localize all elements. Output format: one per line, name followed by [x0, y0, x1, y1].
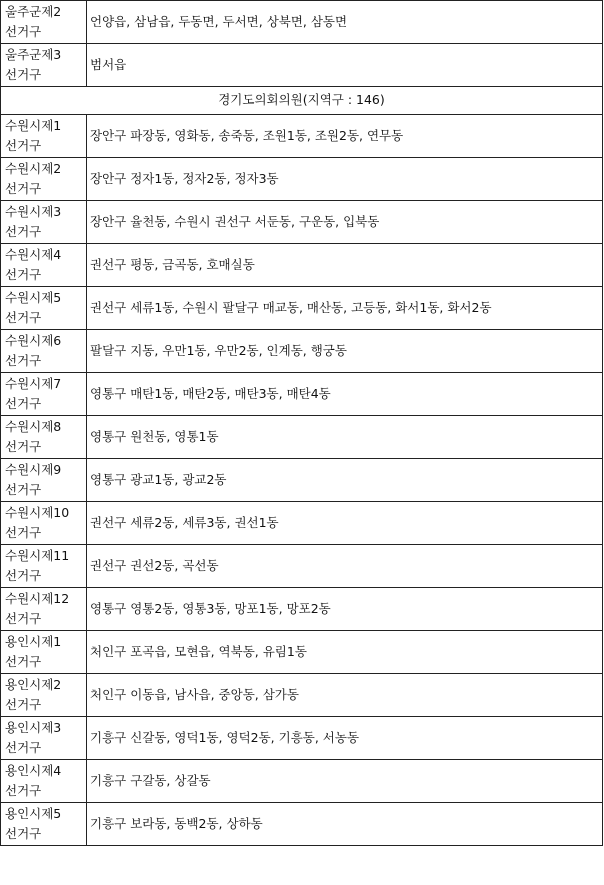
district-name-line2: 선거구: [5, 24, 42, 39]
district-name-cell: [1, 330, 87, 373]
district-name-line2: 선거구: [5, 67, 42, 82]
district-areas-cell: 권선구 세류1동, 수원시 팔달구 매교동, 매산동, 고등동, 화서1동, 화서2동: [87, 287, 603, 330]
district-name-line2: 선거구: [5, 396, 42, 411]
district-name-line2: 선거구: [5, 611, 42, 626]
table-row: [1, 244, 603, 287]
district-name-line1: 울주군제2: [5, 3, 62, 19]
district-name-cell: [1, 1, 87, 44]
table-row: [1, 760, 603, 803]
district-name-line2: 선거구: [5, 654, 42, 669]
district-name-line1: 수원시제5: [5, 289, 62, 305]
district-name-cell: [1, 373, 87, 416]
district-areas-cell: 영통구 원천동, 영통1동: [87, 416, 603, 459]
district-name-line2: 선거구: [5, 697, 42, 712]
district-name-cell: [1, 244, 87, 287]
district-name-line1: 수원시제2: [5, 160, 62, 176]
table-row: [1, 158, 603, 201]
district-name-line2: 선거구: [5, 224, 42, 239]
district-areas-cell: 권선구 세류2동, 세류3동, 권선1동: [87, 502, 603, 545]
district-name-cell: [1, 631, 87, 674]
district-name-cell: [1, 545, 87, 588]
district-name-line1: 용인시제1: [5, 633, 62, 649]
district-areas-cell: 장안구 파장동, 영화동, 송죽동, 조원1동, 조원2동, 연무동: [87, 115, 603, 158]
district-name-line2: 선거구: [5, 740, 42, 755]
district-name-line1: 수원시제1: [5, 117, 62, 133]
table-row: [1, 588, 603, 631]
district-name-line1: 수원시제7: [5, 375, 62, 391]
district-areas-cell: 영통구 광교1동, 광교2동: [87, 459, 603, 502]
district-name-line1: 수원시제3: [5, 203, 62, 219]
table-row: [1, 44, 603, 87]
district-name-line1: 수원시제12: [5, 590, 70, 606]
district-name-line1: 용인시제4: [5, 762, 62, 778]
table-row: [1, 416, 603, 459]
district-name-line2: 선거구: [5, 138, 42, 153]
district-areas-cell: 영통구 매탄1동, 매탄2동, 매탄3동, 매탄4동: [87, 373, 603, 416]
district-areas-cell: 기흥구 구갈동, 상갈동: [87, 760, 603, 803]
district-name-cell: [1, 201, 87, 244]
district-name-line1: 수원시제10: [5, 504, 70, 520]
district-name-line1: 용인시제2: [5, 676, 62, 692]
district-name-cell: [1, 158, 87, 201]
table-row: [1, 631, 603, 674]
table-row: [1, 717, 603, 760]
district-areas-cell: 기흥구 보라동, 동백2동, 상하동: [87, 803, 603, 846]
district-name-line1: 수원시제8: [5, 418, 62, 434]
district-areas-cell: 권선구 권선2동, 곡선동: [87, 545, 603, 588]
district-name-cell: [1, 44, 87, 87]
district-name-line2: 선거구: [5, 783, 42, 798]
table-row: [1, 502, 603, 545]
section-row: [1, 87, 603, 115]
district-name-cell: [1, 502, 87, 545]
district-areas-cell: 팔달구 지동, 우만1동, 우만2동, 인계동, 행궁동: [87, 330, 603, 373]
district-name-line1: 울주군제3: [5, 46, 62, 62]
district-name-cell: [1, 588, 87, 631]
district-name-line1: 수원시제6: [5, 332, 62, 348]
table-row: [1, 803, 603, 846]
table-row: [1, 545, 603, 588]
district-areas-cell: 처인구 포곡읍, 모현읍, 역북동, 유림1동: [87, 631, 603, 674]
district-name-line2: 선거구: [5, 826, 42, 841]
district-areas-cell: 장안구 정자1동, 정자2동, 정자3동: [87, 158, 603, 201]
table-row: [1, 674, 603, 717]
district-name-line1: 용인시제3: [5, 719, 62, 735]
district-areas-cell: 처인구 이동읍, 남사읍, 중앙동, 삼가동: [87, 674, 603, 717]
district-name-cell: [1, 760, 87, 803]
district-name-cell: [1, 803, 87, 846]
district-name-line2: 선거구: [5, 482, 42, 497]
district-areas-cell: 범서읍: [87, 44, 603, 87]
district-name-cell: [1, 717, 87, 760]
district-name-cell: [1, 287, 87, 330]
district-name-line2: 선거구: [5, 525, 42, 540]
district-name-line1: 수원시제11: [5, 547, 70, 563]
table-row: [1, 373, 603, 416]
table-row: [1, 1, 603, 44]
table-row: [1, 330, 603, 373]
table-row: [1, 115, 603, 158]
district-name-line1: 수원시제4: [5, 246, 62, 262]
table-row: [1, 459, 603, 502]
district-name-line2: 선거구: [5, 568, 42, 583]
district-areas-cell: 권선구 평동, 금곡동, 호매실동: [87, 244, 603, 287]
district-name-cell: [1, 416, 87, 459]
district-name-line2: 선거구: [5, 353, 42, 368]
district-name-cell: [1, 115, 87, 158]
district-name-line2: 선거구: [5, 310, 42, 325]
district-name-line2: 선거구: [5, 181, 42, 196]
district-areas-cell: 기흥구 신갈동, 영덕1동, 영덕2동, 기흥동, 서농동: [87, 717, 603, 760]
district-name-line2: 선거구: [5, 267, 42, 282]
district-name-line2: 선거구: [5, 439, 42, 454]
district-areas-cell: 장안구 율천동, 수원시 권선구 서둔동, 구운동, 입북동: [87, 201, 603, 244]
section-title: 경기도의회의원(지역구 : 146): [1, 87, 603, 115]
district-name-line1: 용인시제5: [5, 805, 62, 821]
table-row: [1, 201, 603, 244]
district-name-cell: [1, 674, 87, 717]
district-name-line1: 수원시제9: [5, 461, 62, 477]
table-row: [1, 287, 603, 330]
district-areas-cell: 영통구 영통2동, 영통3동, 망포1동, 망포2동: [87, 588, 603, 631]
district-name-cell: [1, 459, 87, 502]
district-areas-cell: 언양읍, 삼남읍, 두동면, 두서면, 상북면, 삼동면: [87, 1, 603, 44]
